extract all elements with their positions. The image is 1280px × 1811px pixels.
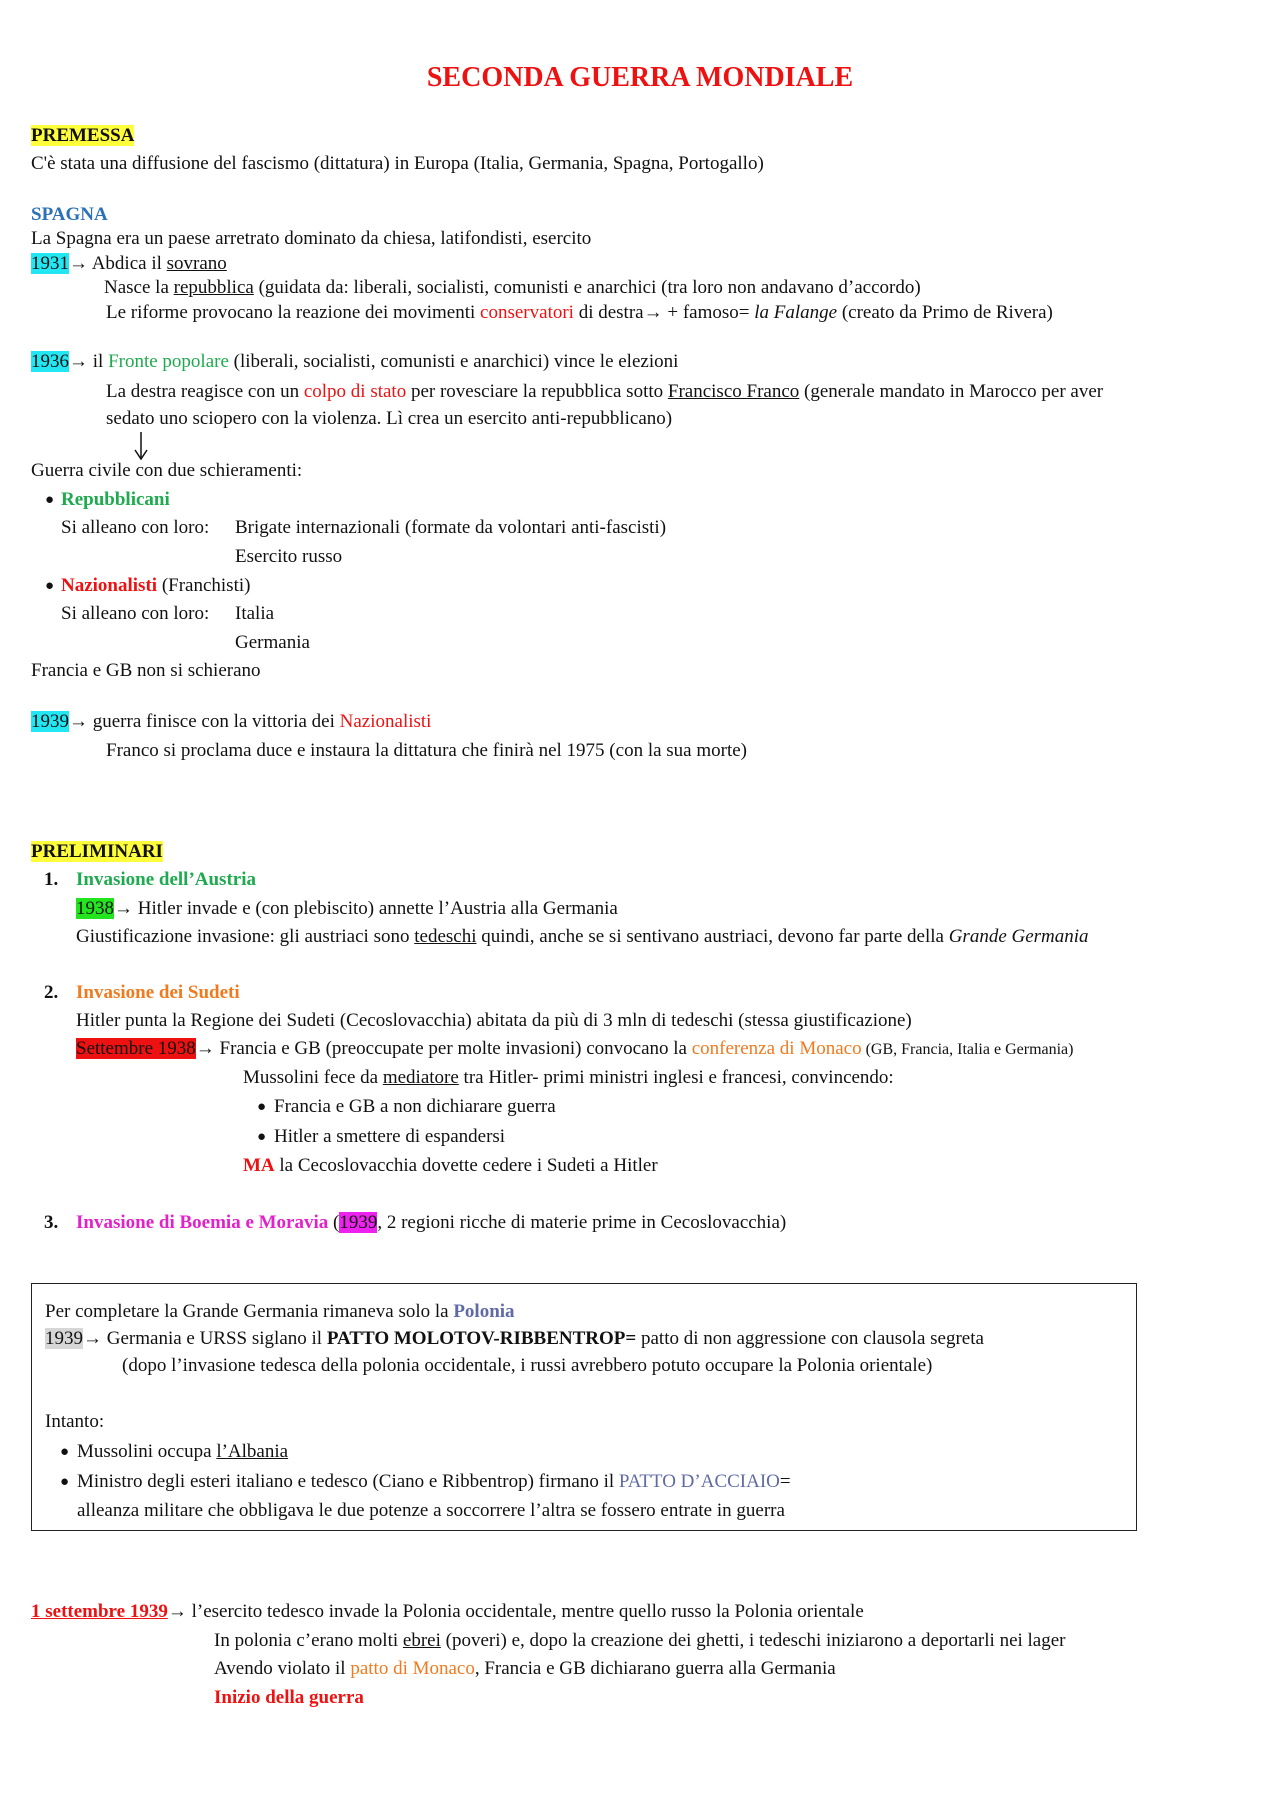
spagna-repubblica-line [104, 276, 921, 300]
rep-alleati-label: Si alleano con loro: [61, 517, 210, 538]
avendo-violato-text: Avendo violato il [214, 1658, 351, 1679]
guidata-text: (guidata da: liberali, socialisti, comunisti e anarchici (tra loro non andavano d’accordo) [253, 277, 921, 298]
colpo-di-stato-text: colpo di stato [303, 381, 407, 402]
sudeti-bullet1: Francia e GB a non dichiarare guerra [274, 1096, 556, 1117]
rovesciare-text: per rovesciare la repubblica sotto [406, 381, 668, 402]
sudeti-ma-line [243, 1154, 658, 1178]
patto-molotov-text: PATTO MOLOTOV-RIBBENTROP= [326, 1328, 637, 1349]
francisco-franco-text: Francisco Franco [667, 381, 800, 402]
spagna-1936-line [31, 350, 678, 374]
repubblica-text: repubblica [173, 277, 254, 298]
box-line2 [45, 1327, 984, 1351]
box-line1 [45, 1300, 515, 1324]
boemia-moravia-heading: Invasione di Boemia e Moravia [76, 1212, 329, 1233]
box-intanto: Intanto: [45, 1411, 105, 1432]
mussolini-occupa-text: Mussolini occupa [77, 1441, 217, 1462]
inizio-line1 [31, 1600, 864, 1624]
patto-acciaio-text: PATTO D’ACCIAIO [618, 1471, 780, 1492]
paren-open: ( [328, 1212, 340, 1233]
sovrano-text: sovrano [166, 253, 227, 274]
fronte-popolare-text: Fronte popolare [108, 351, 229, 372]
item-number-1: 1. [44, 869, 59, 890]
ebrei-text: ebrei [402, 1630, 441, 1651]
deportarli-text: (poveri) e, dopo la creazione dei ghetti, i tedeschi iniziarono a deportarli nei lager [440, 1630, 1066, 1651]
cedere-sudeti-text: la Cecoslovacchia dovette cedere i Sudeti a Hitler [274, 1155, 658, 1176]
year-1931: 1931 [31, 253, 69, 274]
mussolini-text: Mussolini fece da [243, 1067, 383, 1088]
polonia-text: Polonia [453, 1301, 515, 1322]
dichiarano-guerra-text: , Francia e GB dichiarano guerra alla Germania [474, 1658, 836, 1679]
patto-monaco-text: patto di Monaco [350, 1658, 475, 1679]
partecipanti-text: (GB, Francia, Italia e Germania) [861, 1041, 1074, 1058]
year-1936: 1936 [31, 351, 69, 372]
spagna-1931-line [31, 252, 227, 276]
austria-line2 [76, 925, 1089, 949]
page-title: SECONDA GUERRA MONDIALE [426, 62, 854, 93]
sudeti-line3 [243, 1066, 894, 1090]
naz-alleato-italia: Italia [235, 603, 275, 624]
naz-alleato-germania: Germania [235, 632, 310, 653]
vince-elezioni-text: (liberali, socialisti, comunisti e anarchici) vince le elezioni [228, 351, 679, 372]
riforme-text: Le riforme provocano la reazione dei movimenti [106, 302, 481, 323]
preliminari-heading-text: PRELIMINARI [31, 841, 163, 862]
item-number-2: 2. [44, 982, 59, 1003]
rep-alleato-esercito-russo: Esercito russo [235, 546, 343, 567]
nazionalisti-line [61, 574, 250, 598]
completare-text: Per completare la Grande Germania rimaneva solo la [45, 1301, 454, 1322]
item-number-3: 3. [44, 1212, 59, 1233]
equals-text: = [779, 1471, 791, 1492]
primo-de-rivera-text: (creato da Primo de Rivera) [837, 302, 1053, 323]
premessa-heading [31, 124, 134, 148]
guerra-civile-text: Guerra civile con due schieramenti: [31, 460, 303, 481]
year-1939-magenta: 1939 [339, 1212, 378, 1233]
giustificazione-text: Giustificazione invasione: gli austriaci sono [76, 926, 415, 947]
nasce-text: Nasce la [104, 277, 174, 298]
spagna-1939-line [31, 710, 431, 734]
non-aggressione-text: patto di non aggressione con clausola segreta [636, 1328, 984, 1349]
date-settembre-1938: Settembre 1938 [76, 1038, 196, 1059]
ma-text: MA [243, 1155, 275, 1176]
box-bullet2-line2: alleanza militare che obbligava le due potenze a soccorrere l’altra se fossero entrate in guerra [77, 1500, 785, 1521]
austria-line1 [76, 897, 618, 921]
spagna-destra-line [106, 380, 1103, 404]
inizio-della-guerra: Inizio della guerra [214, 1687, 364, 1708]
repubblicani-heading: Repubblicani [61, 489, 170, 510]
generale-text: (generale mandato in Marocco per aver [799, 381, 1104, 402]
preliminari-heading [31, 840, 163, 864]
bullet-icon: ● [257, 1099, 267, 1115]
franco-duce-text: Franco si proclama duce e instaura la dittatura che finirà nel 1975 (con la sua morte) [106, 740, 747, 761]
destra-text: di destra→ + famoso= [573, 302, 755, 323]
premessa-heading-text: PREMESSA [31, 125, 135, 146]
tedeschi-text: tedeschi [414, 926, 477, 947]
regioni-text: , 2 regioni ricche di materie prime in Cecoslovacchia) [377, 1212, 787, 1233]
convincendo-text: tra Hitler- primi ministri inglesi e francesi, convincendo: [458, 1067, 894, 1088]
date-1-settembre-1939: 1 settembre 1939 [31, 1601, 168, 1622]
naz-alleati-label: Si alleano con loro: [61, 603, 210, 624]
box-bullet1 [77, 1440, 288, 1464]
year-1939: 1939 [31, 711, 69, 732]
bullet-icon: ● [45, 578, 55, 594]
austria-heading: Invasione dell’Austria [76, 869, 256, 890]
sudeti-heading: Invasione dei Sudeti [76, 982, 240, 1003]
il-text: → il [69, 351, 109, 372]
nazionalisti-heading: Nazionalisti [61, 575, 158, 596]
bullet-icon: ● [257, 1129, 267, 1145]
spagna-destra-line2: sedato uno sciopero con la violenza. Lì crea un esercito anti-repubblicano) [106, 408, 673, 429]
spagna-intro: La Spagna era un paese arretrato dominato da chiesa, latifondisti, esercito [31, 228, 592, 249]
premessa-text: C'è stata una diffusione del fascismo (dittatura) in Europa (Italia, Germania, Spagna, Portogallo) [31, 153, 764, 174]
box-bullet2 [77, 1470, 791, 1494]
ministro-text: Ministro degli esteri italiano e tedesco (Ciano e Ribbentrop) firmano il [77, 1471, 619, 1492]
hitler-invade-text: → Hitler invade e (con plebiscito) annette l’Austria alla Germania [114, 898, 618, 919]
inizio-line2 [214, 1629, 1066, 1653]
boemia-line [76, 1211, 786, 1235]
sudeti-bullet2: Hitler a smettere di espandersi [274, 1126, 506, 1147]
year-1938: 1938 [76, 898, 114, 919]
abdica-text: Abdica il [91, 253, 167, 274]
franchisti-text: (Franchisti) [157, 575, 251, 596]
grande-germania-text: Grande Germania [948, 926, 1089, 947]
box-line3: (dopo l’invasione tedesca della polonia occidentale, i russi avrebbero potuto occupare la Polonia orientale) [122, 1355, 933, 1376]
bullet-icon: ● [60, 1444, 70, 1460]
francia-gb-text: Francia e GB non si schierano [31, 660, 261, 681]
destra-reagisce-text: La destra reagisce con un [106, 381, 304, 402]
bullet-icon: ● [60, 1474, 70, 1490]
albania-text: l’Albania [216, 1441, 289, 1462]
year-1939-gray: 1939 [45, 1328, 83, 1349]
spagna-heading: SPAGNA [31, 204, 108, 225]
bullet-icon: ● [45, 492, 55, 508]
guerra-finisce-text: → guerra finisce con la vittoria dei [69, 711, 340, 732]
nazionalisti-text: Nazionalisti [339, 711, 432, 732]
sudeti-line1: Hitler punta la Regione dei Sudeti (Cecoslovacchia) abitata da più di 3 mln di tedeschi (stessa giustificazione) [76, 1010, 912, 1031]
quindi-text: quindi, anche se si sentivano austriaci, devono far parte della [476, 926, 949, 947]
rep-alleato-brigate: Brigate internazionali (formate da volontari anti-fascisti) [235, 517, 667, 538]
siglano-text: → Germania e URSS siglano il [83, 1328, 327, 1349]
mediatore-text: mediatore [382, 1067, 459, 1088]
invasione-polonia-text: → l’esercito tedesco invade la Polonia occidentale, mentre quello russo la Polonia orientale [167, 1601, 864, 1622]
arrow: → [69, 253, 88, 274]
conservatori-text: conservatori [480, 302, 574, 323]
convocano-text: → Francia e GB (preoccupate per molte invasioni) convocano la [195, 1038, 692, 1059]
falange-text: la Falange [754, 302, 838, 323]
conferenza-monaco-text: conferenza di Monaco [691, 1038, 862, 1059]
down-arrow-icon [133, 430, 149, 462]
inizio-line3 [214, 1657, 836, 1681]
sudeti-line2 [76, 1037, 1073, 1062]
spagna-riforme-line [106, 301, 1053, 325]
in-polonia-text: In polonia c’erano molti [214, 1630, 403, 1651]
